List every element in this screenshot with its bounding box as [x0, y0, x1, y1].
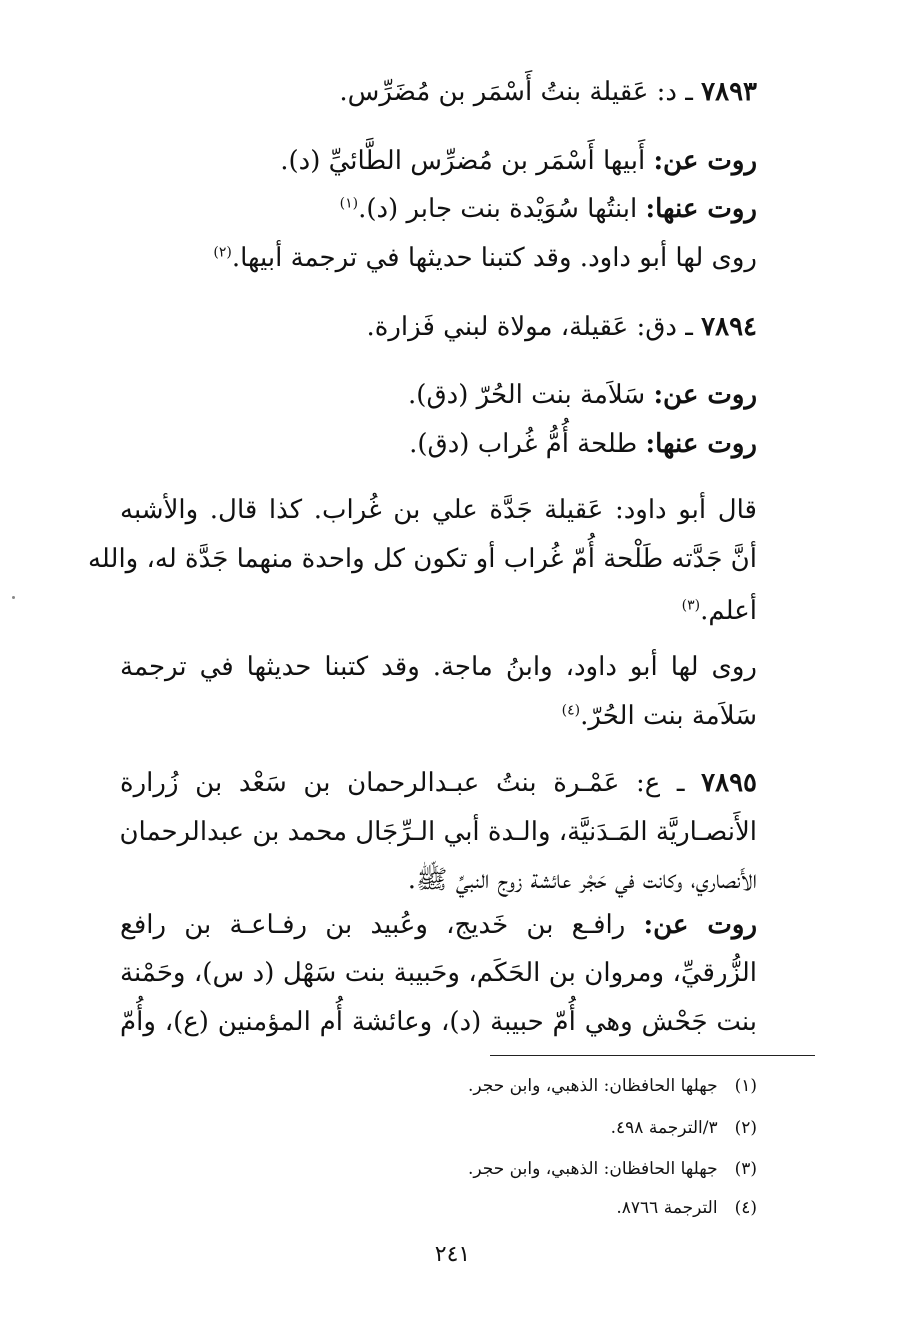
- narrated-by-line: [118, 189, 757, 229]
- narrated-from-label: روت عن:: [653, 146, 757, 176]
- footnote: [300, 1115, 757, 1141]
- narrated-from-line: الزُّرقيِّ، ومروان بن الحَكَم، وحَبيبة بنت سَهْل (د س)، وحَمْنة: [120, 958, 757, 988]
- entry-number: ٧٨٩٤: [701, 312, 757, 342]
- narrated-from-text: أَبيها أَسْمَر بن مُضرِّس الطَّائيِّ (د).: [280, 146, 654, 176]
- entry-title: ـ ع: عَمْـرة بنتُ عبـدالرحمان بن سَعْد بن زُرارة: [120, 768, 702, 798]
- paragraph-line: [118, 696, 757, 736]
- footnote: [300, 1156, 757, 1182]
- entry-header: [118, 72, 757, 112]
- page-number: ٢٤١: [434, 1242, 471, 1267]
- narrated-by-text: ابنتُها سُوَيْدة بنت جابر (د).: [358, 194, 646, 224]
- footnote-ref: (٣): [681, 597, 701, 614]
- narrated-by-label: روت عنها:: [645, 429, 757, 459]
- footnote-text: جهلها الحافظان: الذهبي، وابن حجر.: [468, 1076, 718, 1096]
- footnote-text: الترجمة ٨٧٦٦.: [616, 1198, 718, 1218]
- footnote-number: (٤): [734, 1198, 757, 1218]
- entry-title: ـ دق: عَقيلة، مولاة لبني فَزارة.: [366, 312, 702, 342]
- footnote-ref: (١): [339, 195, 359, 212]
- narrated-from-label: روت عن:: [653, 380, 757, 410]
- entry-number: ٧٨٩٣: [701, 77, 757, 107]
- narrated-from-text: رافـع بن خَديج، وعُبيد بن رفـاعـة بن رافع: [120, 910, 644, 940]
- entry-header: [118, 307, 757, 347]
- entry-header-line: الأَنصاري، وكانت في حَجْر عائشة زوج النبيِّ ﷺ.: [407, 865, 757, 895]
- footnote-number: (٣): [734, 1159, 757, 1179]
- narrated-from-line: [118, 141, 757, 181]
- narrated-from-line: [120, 905, 757, 945]
- footnote-number: (١): [734, 1076, 757, 1096]
- entry-number: ٧٨٩٥: [701, 768, 757, 798]
- scan-speck: [12, 596, 15, 599]
- narrated-from-line: [118, 375, 757, 415]
- footnote-text: جهلها الحافظان: الذهبي، وابن حجر.: [468, 1159, 718, 1179]
- paragraph-line: روى لها أبو داود، وابنُ ماجة. وقد كتبنا حديثها في ترجمة: [120, 652, 757, 682]
- footnote: [300, 1073, 757, 1099]
- narrated-from-line: بنت جَحْش وهي أُمّ حبيبة (د)، وعائشة أُم المؤمنين (ع)، وأُمّ: [120, 1007, 757, 1037]
- paragraph-line: قال أبو داود: عَقيلة جَدَّة علي بن غُراب. كذا قال. والأشبه: [120, 495, 757, 525]
- note-text: روى لها أبو داود. وقد كتبنا حديثها في ترجمة أبيها.: [231, 243, 757, 273]
- note-line: [118, 238, 757, 278]
- paragraph-line: [118, 591, 757, 631]
- narrated-by-label: روت عنها:: [645, 194, 757, 224]
- footnote-ref: (٢): [213, 244, 232, 261]
- footnote: [300, 1195, 757, 1221]
- narrated-by-line: [118, 424, 757, 464]
- footnote-separator: [490, 1055, 815, 1056]
- paragraph-text: سَلاَمة بنت الحُرّ.: [580, 701, 757, 731]
- entry-header-line: الأَنصـاريَّة المَـدَنيَّة، والـدة أبي الـرِّجَال محمد بن عبدالرحمان: [119, 817, 757, 847]
- entry-title: ـ د: عَقيلة بنتُ أَسْمَر بن مُضَرِّس.: [339, 77, 702, 107]
- entry-header: [120, 763, 757, 803]
- narrated-by-text: طلحة أُمُّ غُراب (دق).: [409, 429, 646, 459]
- footnote-text: ٣/الترجمة ٤٩٨.: [610, 1118, 718, 1138]
- narrated-from-label: روت عن:: [643, 910, 758, 940]
- footnote-number: (٢): [734, 1118, 757, 1138]
- narrated-from-text: سَلاَمة بنت الحُرّ (دق).: [408, 380, 654, 410]
- paragraph-line: أنَّ جَدَّته طَلْحة أُمّ غُراب أو تكون كل واحدة منهما جَدَّة له، والله: [87, 544, 757, 574]
- paragraph-text: أعلم.: [700, 596, 757, 626]
- footnote-ref: (٤): [561, 702, 581, 719]
